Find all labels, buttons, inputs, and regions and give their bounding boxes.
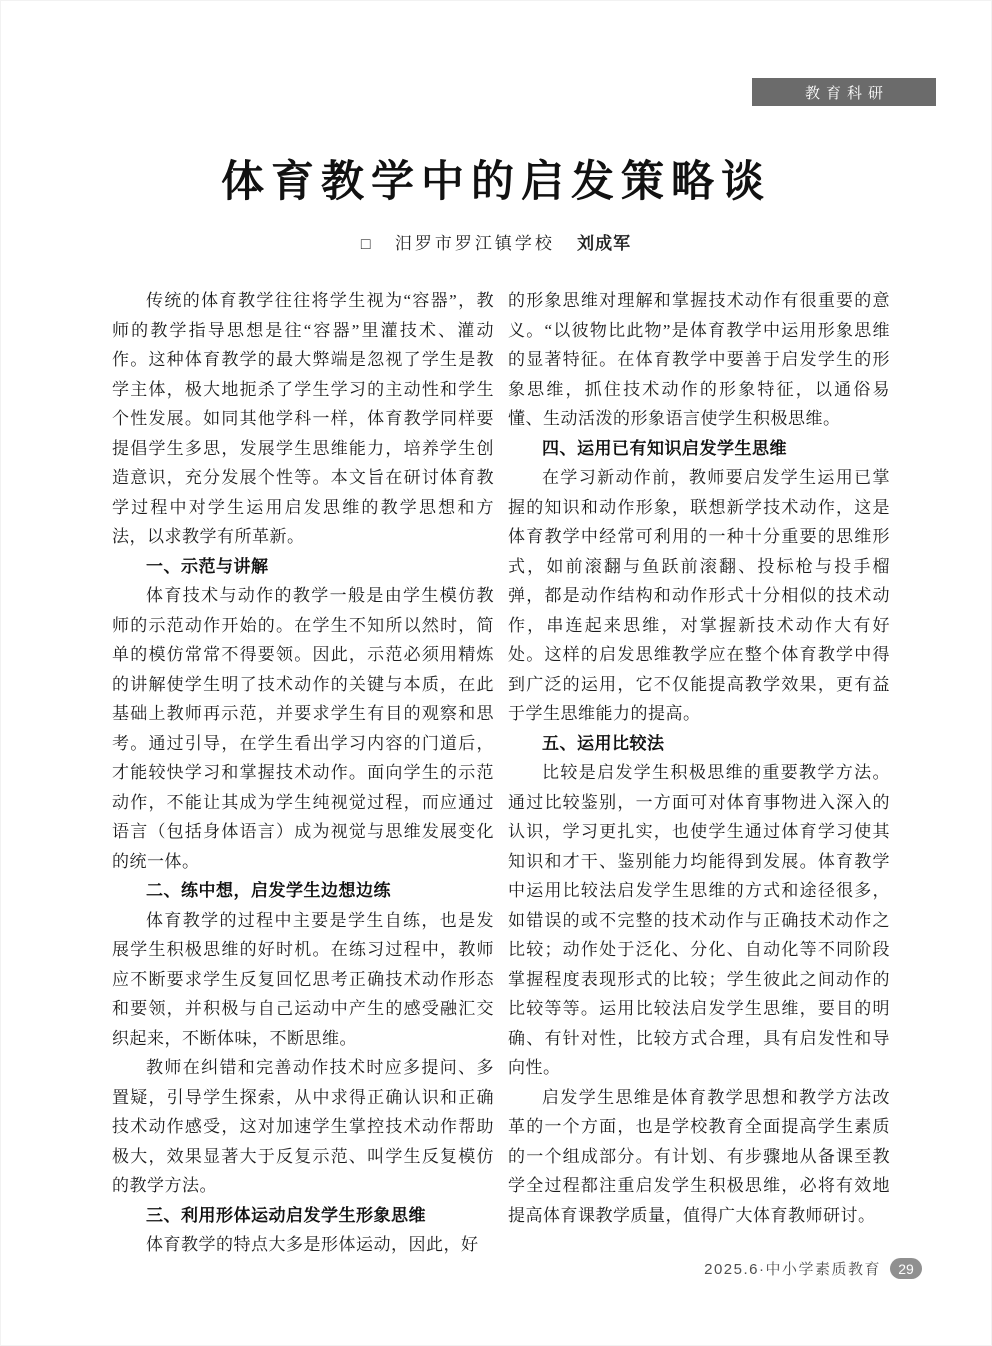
paragraph: 体育教学的特点大多是形体运动，因此，好 — [146, 1235, 479, 1254]
left-column — [112, 286, 494, 1260]
paragraph: 体育教学的过程中主要是学生自练，也是发展学生积极思维的好时机。在练习过程中，教师应不断要求学生反复回忆思考正确技术动作形态和要领，并积极与自己运动中产生的感受融汇交织起来，不断体味，不断思维。 — [112, 910, 494, 1048]
paragraph: 的形象思维对理解和掌握技术动作有很重要的意义。“以彼物比此物”是体育教学中运用形象思维的显著特征。在体育教学中要善于启发学生的形象思维，抓住技术动作的形象特征，以通俗易懂、生动活泼的形象语言使学生积极思维。 — [508, 291, 890, 428]
section-heading-5: 五、运用比较法 — [542, 733, 665, 753]
paragraph: 在学习新动作前，教师要启发学生运用已掌握的知识和动作形象，联想新学技术动作，这是体育教学中经常可利用的一种十分重要的思维形式，如前滚翻与鱼跃前滚翻、投标枪与投手榴弹，都是动作结构和动作形式十分相似的技术动作，串连起来思维，对掌握新技术动作大有好处。这样的启发思维教学应在整个体育教学中得到广泛的运用，它不仅能提高教学效果，更有益于学生思维能力的提高。 — [508, 468, 890, 723]
section-heading-2: 二、练中想，启发学生边想边练 — [146, 881, 391, 900]
article-title: 体育教学中的启发策略谈 — [221, 159, 771, 206]
page-number-badge: 29 — [890, 1258, 922, 1279]
paragraph: 比较是启发学生积极思维的重要教学方法。通过比较鉴别，一方面可对体育事物进入深入的认识，学习更扎实，也使学生通过体育学习使其知识和才干、鉴别能力均能得到发展。体育教学中运用比较法启发学生思维的方式和途径很多，如错误的或不完整的技术动作与正确技术动作之比较；动作处于泛化、分化、自动化等不同阶段掌握程度表现形式的比较；学生彼此之间动作的比较等等。运用比较法启发学生思维，要目的明确、有针对性，比较方式合理，具有启发性和导向性。 — [508, 763, 890, 1077]
right-column — [508, 286, 890, 1260]
paragraph: 教师在纠错和完善动作技术时应多提问、多置疑，引导学生探索，从中求得正确认识和正确技术动作感受，这对加速学生掌控技术动作帮助极大，效果显著大于反复示范、叫学生反复模仿的教学方法。 — [112, 1058, 494, 1195]
paragraph: 传统的体育教学往往将学生视为“容器”，教师的教学指导思想是往“容器”里灌技术、灌动作。这种体育教学的最大弊端是忽视了学生是教学主体，极大地扼杀了学生学习的主动性和学生个性发展。如同其他学科一样，体育教学同样要提倡学生多思，发展学生思维能力，培养学生创造意识，充分发展个性等。本文旨在研讨体育教学过程中对学生运用启发思维的教学思想和方法，以求教学有所革新。 — [112, 291, 494, 546]
page-footer — [704, 1258, 922, 1279]
section-heading-3: 三、利用形体运动启发学生形象思维 — [146, 1205, 426, 1225]
article-body — [112, 286, 890, 1260]
section-heading-1: 一、示范与讲解 — [146, 556, 269, 576]
paragraph: 启发学生思维是体育教学思想和教学方法改革的一个方面，也是学校教育全面提高学生素质的一个组成部分。有计划、有步骤地从备课至教学全过程都注重启发学生积极思维，必将有效地提高体育课教学质量，值得广大体育教师研讨。 — [508, 1087, 890, 1225]
issue-label: 2025.6·中小学素质教育 — [704, 1261, 881, 1278]
paragraph: 体育技术与动作的教学一般是由学生模仿教师的示范动作开始的。在学生不知所以然时，简单的模仿常常不得要领。因此，示范必须用精炼的讲解使学生明了技术动作的关键与本质，在此基础上教师再示范，并要求学生有目的观察和思考。通过引导，在学生看出学习内容的门道后，才能较快学习和掌握技术动作。面向学生的示范动作，不能让其成为学生纯视觉过程，而应通过语言（包括身体语言）成为视觉与思维发展变化的统一体。 — [112, 586, 494, 871]
author-name: 刘成军 — [577, 234, 632, 253]
author-affiliation: 汨罗市罗江镇学校 — [394, 234, 555, 253]
byline — [0, 229, 992, 254]
author-marker-square-icon: □ — [360, 236, 371, 253]
section-heading-4: 四、运用已有知识启发学生思维 — [542, 438, 787, 458]
category-badge: 教育科研 — [752, 78, 936, 106]
